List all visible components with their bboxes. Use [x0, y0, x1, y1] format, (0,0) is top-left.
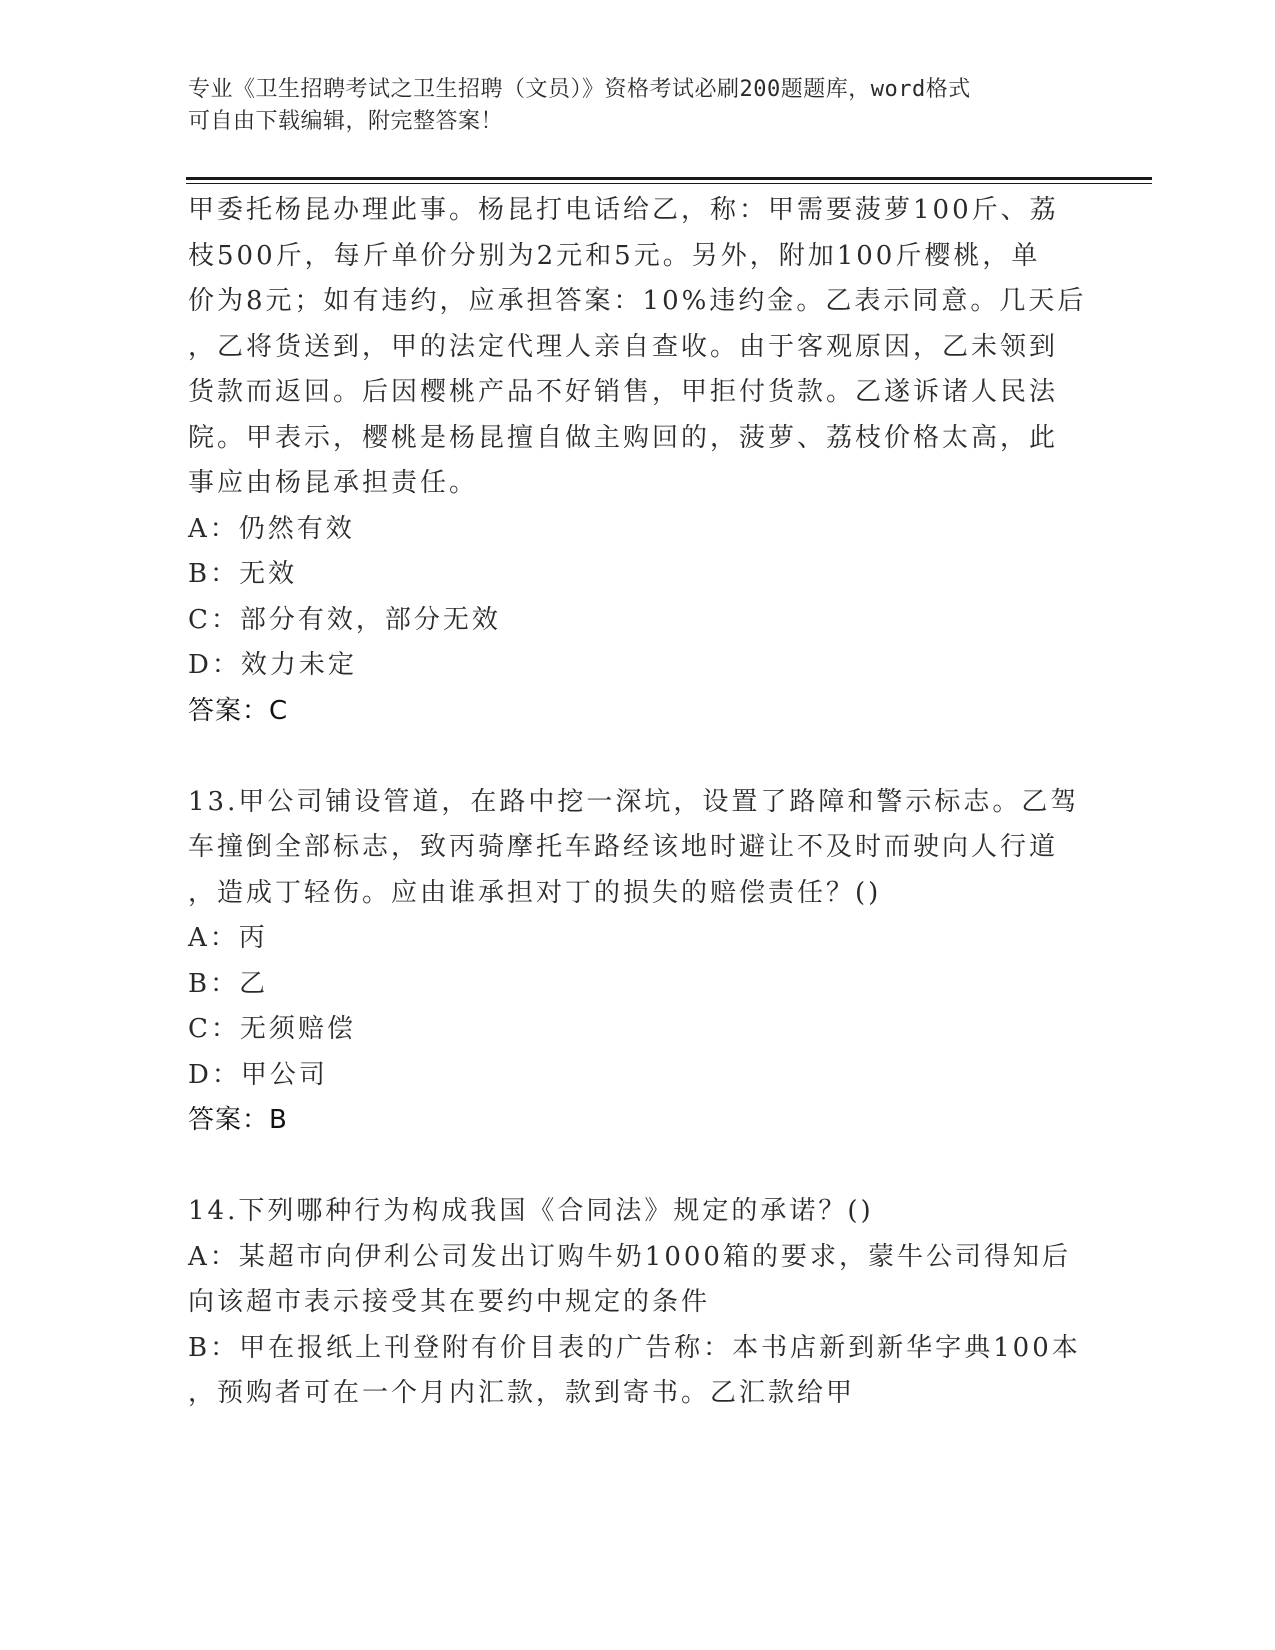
question-stem-line: ，乙将货送到，甲的法定代理人亲自查收。由于客观原因，乙未领到: [188, 331, 1059, 362]
question-stem-line: 14.下列哪种行为构成我国《合同法》规定的承诺？(): [188, 1196, 874, 1226]
answer-label: 答案：B: [188, 1105, 288, 1135]
document-body: [188, 188, 1088, 1417]
option-a-continued: 向该超市表示接受其在要约中规定的条件: [188, 1287, 711, 1317]
question-stem-line: 事应由杨昆承担责任。: [188, 468, 479, 498]
option-a: A：某超市向伊利公司发出订购牛奶1000箱的要求，蒙牛公司得知后: [188, 1241, 1071, 1272]
header-rule-thick: [186, 177, 1152, 180]
header-rule-thin: [186, 183, 1152, 184]
document-header: [188, 74, 1068, 138]
option-d: D：甲公司: [188, 1059, 328, 1090]
header-line-2: 可自由下载编辑，附完整答案！: [188, 109, 504, 134]
question-stem-line: 货款而返回。后因樱桃产品不好销售，甲拒付货款。乙遂诉诸人民法: [188, 377, 1059, 407]
question-stem-line: 枝500斤，每斤单价分别为2元和5元。另外，附加100斤樱桃，单: [188, 240, 1041, 271]
option-a: A：仍然有效: [188, 513, 355, 544]
question-stem-line: 价为8元；如有违约，应承担答案：10%违约金。乙表示同意。几天后: [188, 286, 1087, 316]
question-stem-line: ，造成丁轻伤。应由谁承担对丁的损失的赔偿责任？(): [188, 877, 882, 908]
option-c: C：部分有效，部分无效: [188, 604, 501, 635]
question-12: [188, 188, 1088, 734]
option-b-continued: ，预购者可在一个月内汇款，款到寄书。乙汇款给甲: [188, 1378, 856, 1408]
question-14: [188, 1189, 1088, 1417]
answer-label: 答案：C: [188, 695, 289, 726]
option-a: A：丙: [188, 923, 268, 953]
spacer: [188, 734, 1088, 780]
option-c: C：无须赔偿: [188, 1014, 356, 1044]
question-stem-line: 甲委托杨昆办理此事。杨昆打电话给乙，称：甲需要菠萝100斤、荔: [188, 195, 1059, 225]
question-stem-line: 车撞倒全部标志，致丙骑摩托车路经该地时避让不及时而驶向人行道: [188, 832, 1059, 862]
question-stem-line: 13.甲公司铺设管道，在路中挖一深坑，设置了路障和警示标志。乙驾: [188, 786, 1080, 817]
option-d: D：效力未定: [188, 650, 357, 680]
question-13: [188, 780, 1088, 1144]
header-line-1: 专业《卫生招聘考试之卫生招聘（文员）》资格考试必刷200题题库，word格式: [188, 77, 971, 102]
spacer: [188, 1144, 1088, 1190]
option-b: B：无效: [188, 559, 298, 589]
option-b: B：甲在报纸上刊登附有价目表的广告称：本书店新到新华字典100本: [188, 1332, 1081, 1363]
question-stem-line: 院。甲表示，樱桃是杨昆擅自做主购回的，菠萝、荔枝价格太高，此: [188, 422, 1059, 453]
option-b: B：乙: [188, 968, 269, 999]
